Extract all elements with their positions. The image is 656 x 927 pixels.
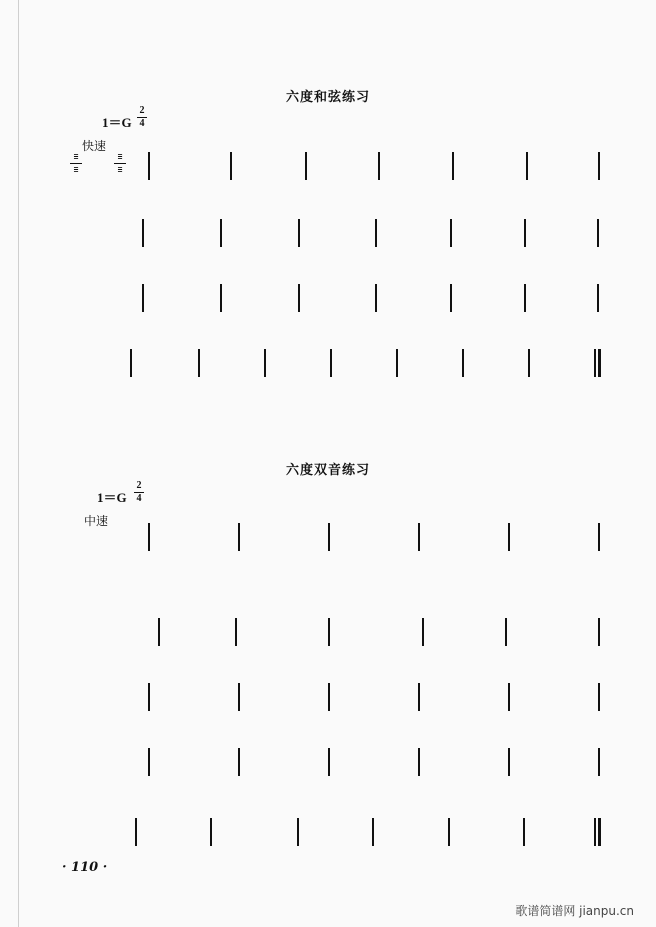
page-number: · 110 · xyxy=(62,860,108,875)
barline xyxy=(450,284,452,312)
repeat-barline xyxy=(418,683,420,711)
barline xyxy=(328,683,330,711)
barline xyxy=(148,523,150,551)
staff-row xyxy=(60,219,605,249)
barline xyxy=(148,748,150,776)
final-barline xyxy=(594,818,596,846)
barline xyxy=(418,523,420,551)
barline xyxy=(220,284,222,312)
note-chord: ≡ ≡ xyxy=(68,152,84,175)
barline xyxy=(220,219,222,247)
barline xyxy=(298,219,300,247)
barline xyxy=(523,818,525,846)
barline xyxy=(297,818,299,846)
section1-key: 1＝G xyxy=(102,115,132,130)
section1-title: 六度和弦练习 xyxy=(285,90,370,105)
watermark: 歌谱简谱网 jianpu.cn xyxy=(515,904,634,918)
barline xyxy=(148,683,150,711)
barline xyxy=(597,219,599,247)
barline xyxy=(210,818,212,846)
final-barline xyxy=(594,349,596,377)
staff-row xyxy=(60,152,605,182)
repeat-barline xyxy=(238,748,240,776)
barline xyxy=(396,349,398,377)
final-barline-thick xyxy=(598,349,601,377)
barline xyxy=(375,284,377,312)
barline xyxy=(235,618,237,646)
barline xyxy=(298,284,300,312)
barline xyxy=(598,618,600,646)
barline xyxy=(378,152,380,180)
barline xyxy=(448,818,450,846)
barline xyxy=(450,219,452,247)
barline xyxy=(130,349,132,377)
barline xyxy=(198,349,200,377)
barline xyxy=(148,152,150,180)
barline xyxy=(598,523,600,551)
barline xyxy=(508,748,510,776)
barline xyxy=(462,349,464,377)
note-chord: ≡ ≡ xyxy=(112,152,128,175)
staff-row xyxy=(60,618,605,648)
staff-row xyxy=(60,683,605,713)
barline xyxy=(505,618,507,646)
barline xyxy=(330,349,332,377)
barline xyxy=(597,284,599,312)
barline xyxy=(598,683,600,711)
section1-tempo: 快速 xyxy=(82,139,107,153)
staff-row xyxy=(60,523,605,553)
barline xyxy=(422,618,424,646)
final-barline-thick xyxy=(598,818,601,846)
barline xyxy=(375,219,377,247)
barline xyxy=(328,523,330,551)
section2-meter-bottom: 4 xyxy=(136,493,142,504)
section2-key: 1＝G xyxy=(97,490,127,505)
section1-meter-top: 2 xyxy=(139,105,145,116)
section1-meter-bottom: 4 xyxy=(139,118,145,129)
barline xyxy=(142,219,144,247)
barline xyxy=(142,284,144,312)
section2-meter-top: 2 xyxy=(136,480,142,491)
staff-row xyxy=(60,818,605,848)
barline xyxy=(328,618,330,646)
barline xyxy=(598,152,600,180)
barline xyxy=(528,349,530,377)
barline xyxy=(135,818,137,846)
section2-tempo: 中速 xyxy=(84,514,109,528)
section2-meter xyxy=(134,481,144,504)
barline xyxy=(305,152,307,180)
barline xyxy=(508,523,510,551)
section1-meter xyxy=(137,106,147,129)
barline xyxy=(158,618,160,646)
barline xyxy=(526,152,528,180)
barline xyxy=(524,219,526,247)
barline xyxy=(238,683,240,711)
barline xyxy=(598,748,600,776)
section2-title: 六度双音练习 xyxy=(285,463,370,478)
staff-row xyxy=(60,349,605,379)
repeat-barline xyxy=(418,748,420,776)
barline xyxy=(372,818,374,846)
barline xyxy=(452,152,454,180)
repeat-barline xyxy=(328,748,330,776)
barline xyxy=(230,152,232,180)
staff-row xyxy=(60,284,605,314)
barline xyxy=(508,683,510,711)
staff-row xyxy=(60,748,605,778)
barline xyxy=(264,349,266,377)
barline xyxy=(524,284,526,312)
barline xyxy=(238,523,240,551)
